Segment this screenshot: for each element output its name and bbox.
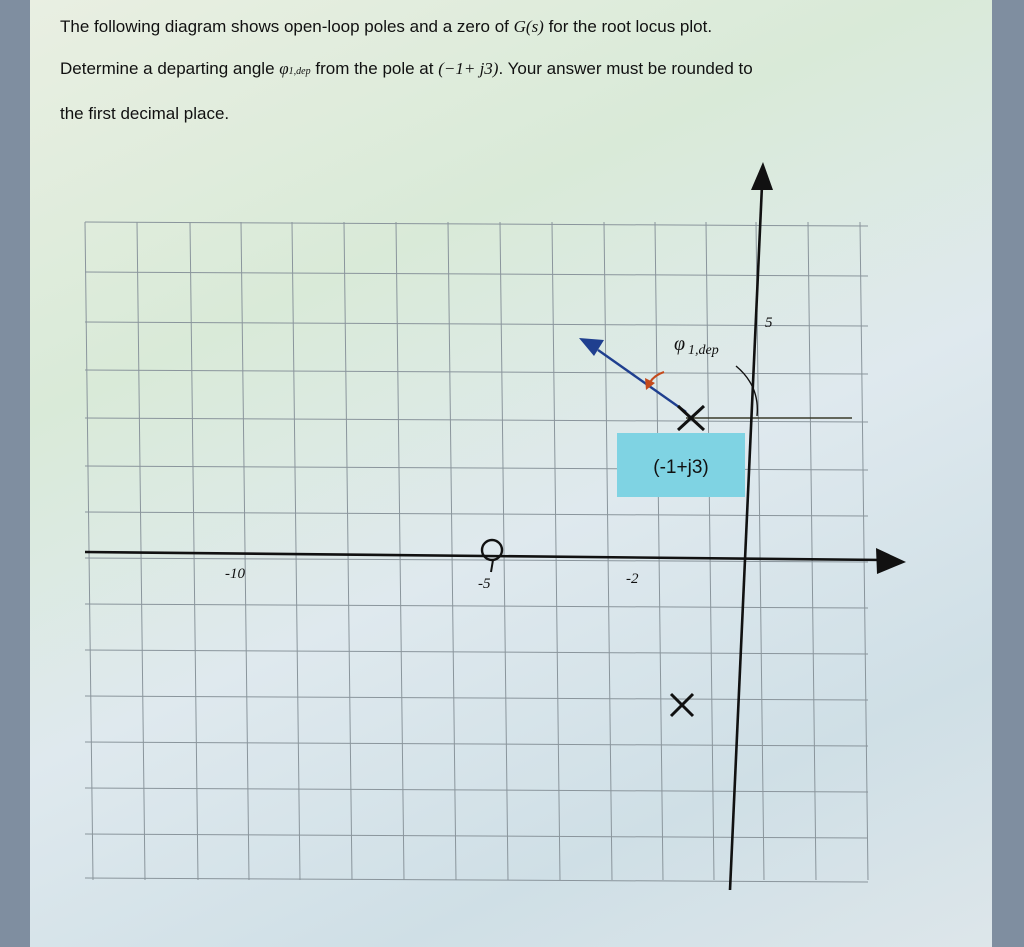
grid-horizontal-line [85,512,868,516]
pole-callout-label: (-1+j3) [653,457,709,478]
angle-label-subscript: 1,dep [688,343,719,358]
pole-expression: (−1+ j3) [438,59,499,78]
grid-vertical-line [137,222,145,880]
question-line-1-tail: for the root locus plot. [548,17,713,36]
departure-arrowhead [579,338,604,356]
tick-label-minus-10: -10 [225,566,245,582]
imaginary-axis-arrowhead [751,162,773,190]
question-line-2-tail: . Your answer must be rounded to [498,59,753,78]
grid-vertical-line [190,222,198,880]
grid-vertical-line [448,222,456,880]
grid-horizontal-line [85,272,868,276]
grid-horizontal-line [85,466,868,470]
question-line-2-text: Determine a departing angle [60,59,275,78]
grid-vertical-line [241,222,249,880]
grid-horizontal-line [85,322,868,326]
grid-vertical-line [808,222,816,880]
real-axis-arrowhead [876,548,906,574]
grid-horizontal-line [85,650,868,654]
question-line-2-mid: from the pole at [315,59,434,78]
grid-vertical-line [655,222,663,880]
grid-vertical-line [706,222,714,880]
imaginary-axis [730,162,773,890]
tick-label-minus-5: -5 [478,576,491,592]
departure-angle-symbol: φ [279,59,289,78]
grid-horizontal-line [85,696,868,700]
grid-horizontal-line [85,788,868,792]
grid-horizontal-line [85,370,868,374]
departure-arrow [579,338,686,412]
grid-vertical-line [860,222,868,880]
grid-vertical-line [756,222,764,880]
question-line-3-text: the first decimal place. [60,104,230,123]
real-axis [85,548,906,574]
transfer-function-symbol: G(s) [513,17,544,36]
angle-label-phi: φ [674,333,686,355]
grid-vertical-line [552,222,560,880]
pole-lower-x-icon [671,694,693,716]
tick-label-minus-2: -2 [626,571,639,587]
grid-vertical-line [604,222,612,880]
grid-horizontal-line [85,878,868,882]
grid-vertical-line [292,222,300,880]
grid-vertical-line [344,222,352,880]
grid-vertical-line [396,222,404,880]
grid-horizontal-line [85,834,868,838]
grid-horizontal-line [85,222,868,226]
grid-horizontal-line [85,604,868,608]
question-line-1-text: The following diagram shows open-loop poles and a zero of [60,17,509,36]
departure-angle-subscript: 1,dep [288,66,311,77]
grid-horizontal-line [85,742,868,746]
tick-label-5: 5 [765,315,773,331]
